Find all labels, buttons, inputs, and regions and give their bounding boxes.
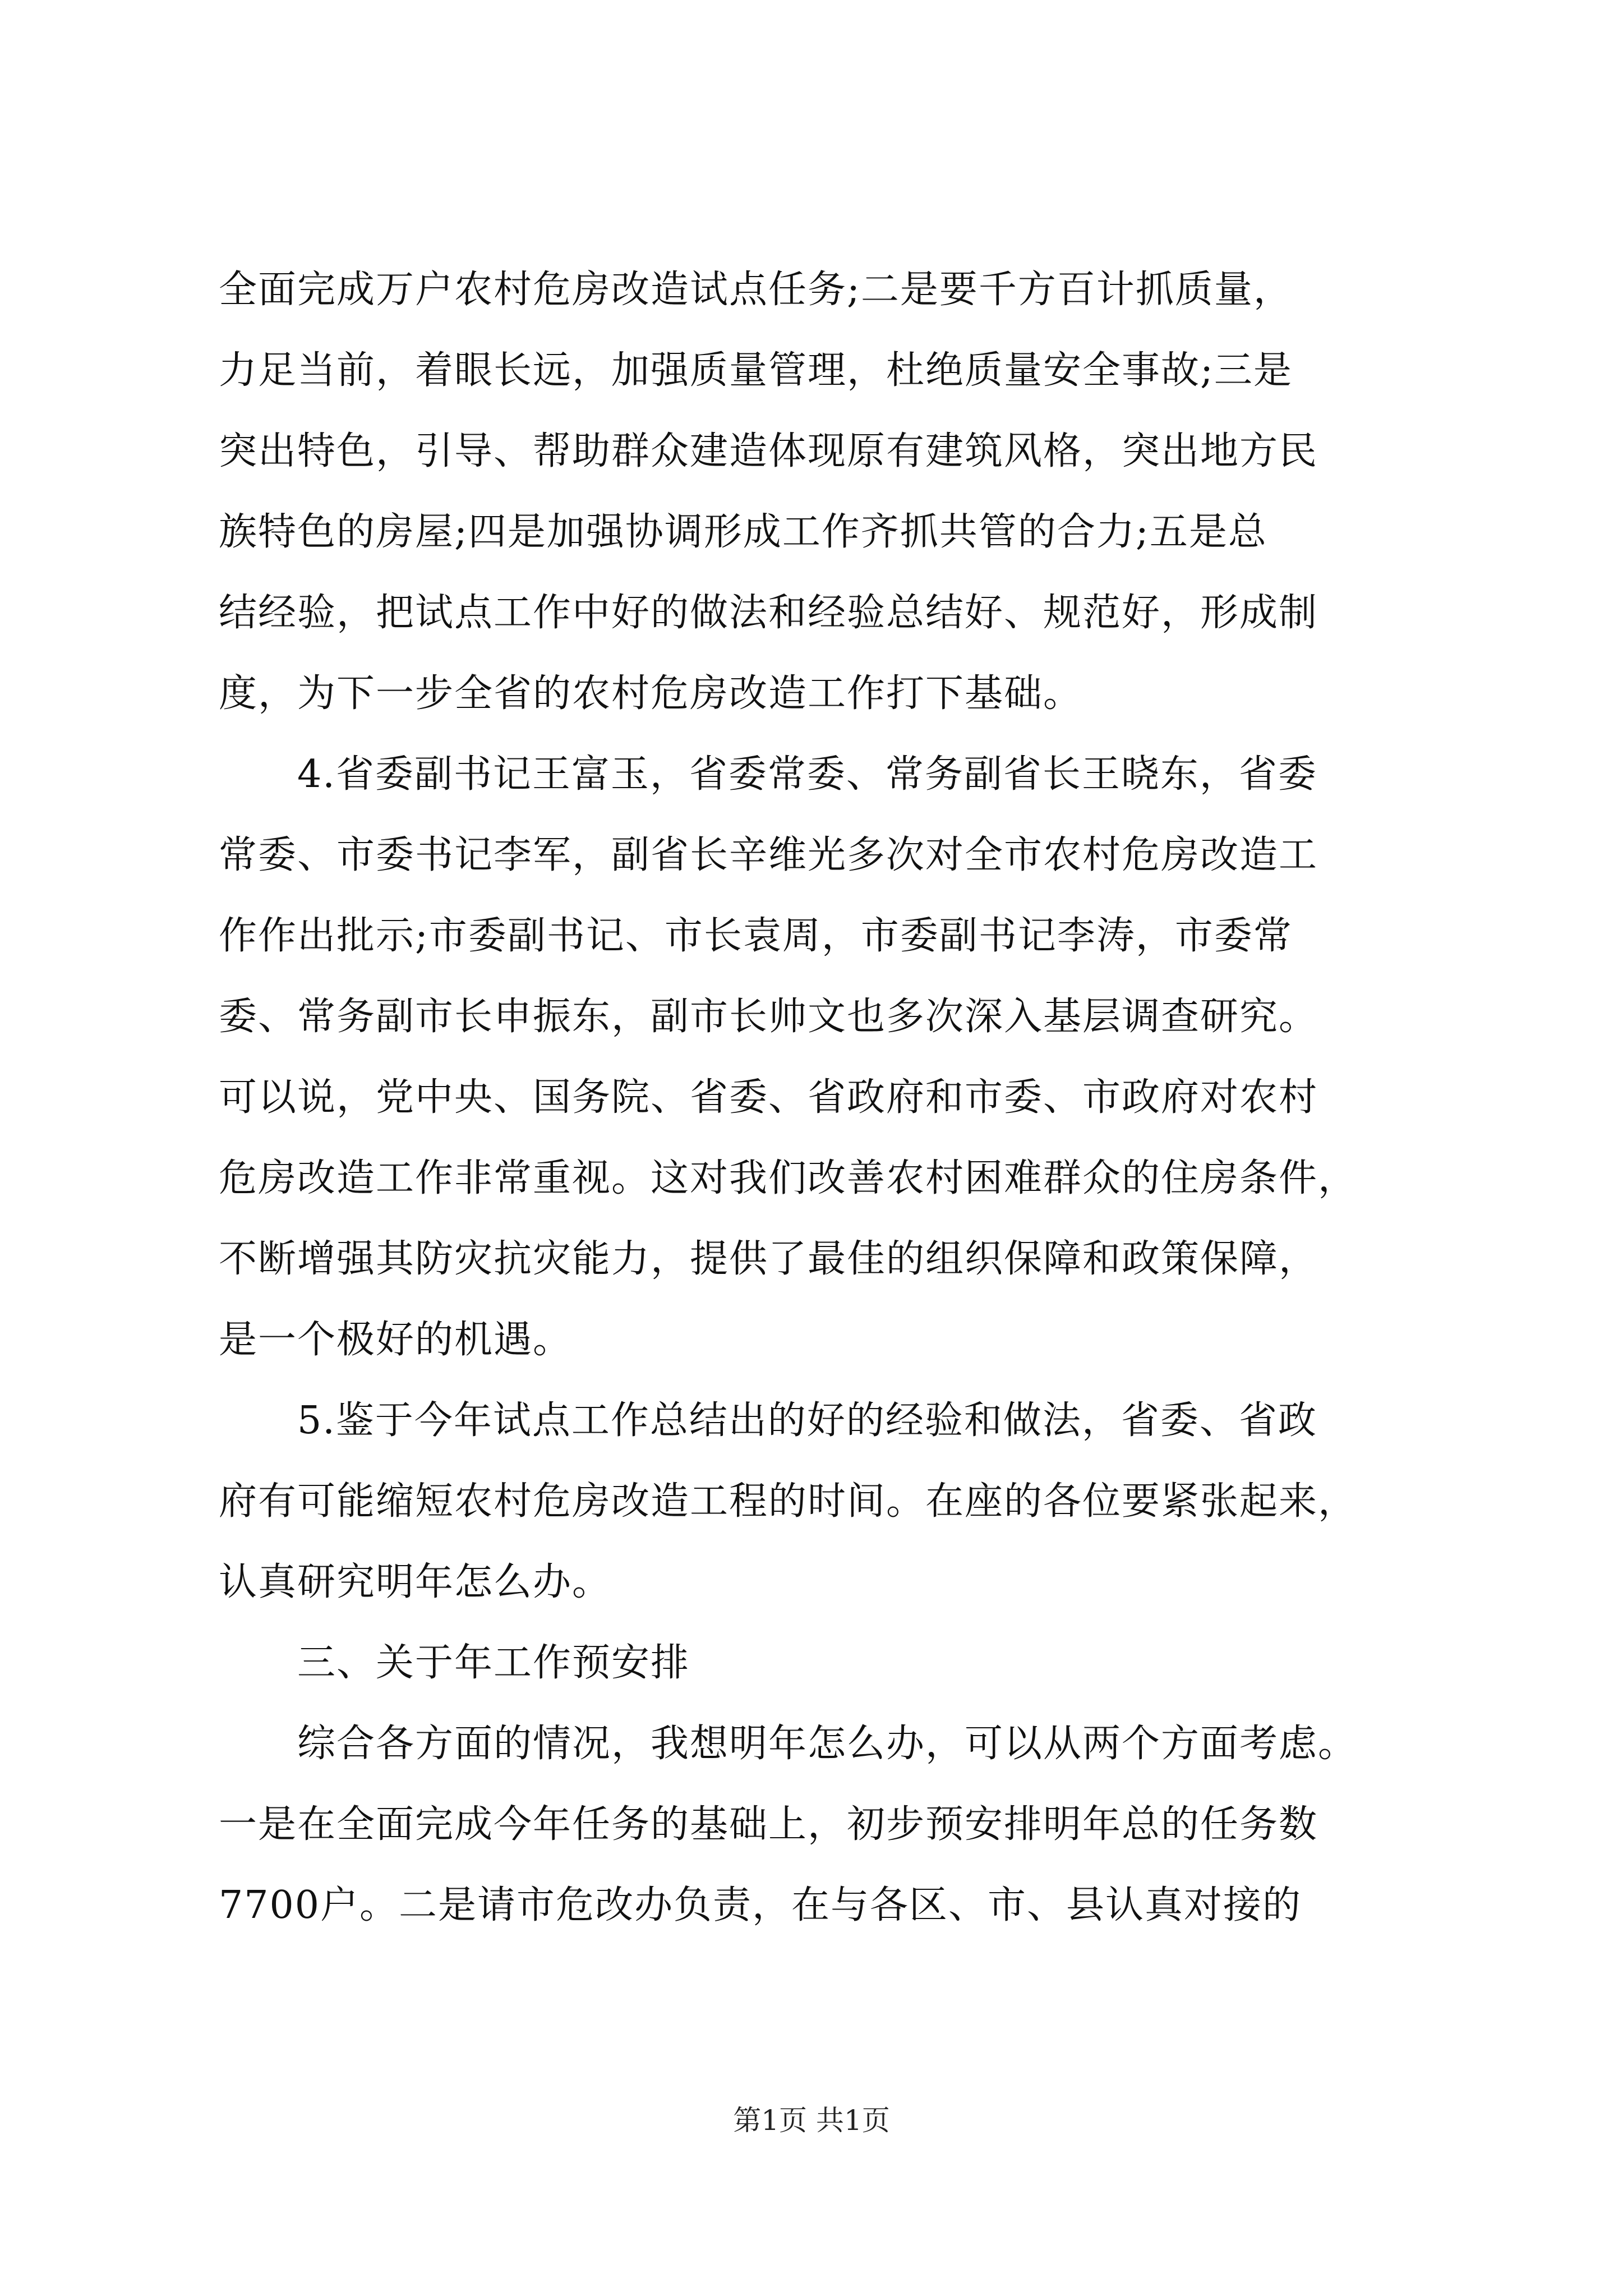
text-line: 常委、市委书记李军，副省长辛维光多次对全市农村危房改造工 (219, 833, 1318, 877)
text-line: 是一个极好的机遇。 (219, 1318, 573, 1362)
text-line: 5.鉴于今年试点工作总结出的好的经验和做法，省委、省政 (219, 1398, 1317, 1443)
section-heading: 三、关于年工作预安排 (219, 1641, 690, 1685)
text-line: 突出特色，引导、帮助群众建造体现原有建筑风格，突出地方民 (219, 429, 1318, 473)
page-number-footer: 第1页 共1页 (733, 2104, 890, 2137)
text-line: 不断增强其防灾抗灾能力，提供了最佳的组织保障和政策保障， (219, 1237, 1318, 1281)
text-line: 族特色的房屋;四是加强协调形成工作齐抓共管的合力;五是总 (219, 510, 1267, 554)
document-body (219, 250, 1427, 1946)
text-line: 全面完成万户农村危房改造试点任务;二是要千方百计抓质量， (219, 268, 1293, 312)
text-line: 危房改造工作非常重视。这对我们改善农村困难群众的住房条件， (219, 1156, 1358, 1200)
text-line: 结经验，把试点工作中好的做法和经验总结好、规范好，形成制 (219, 591, 1318, 635)
text-line: 作作出批示;市委副书记、市长袁周，市委副书记李涛，市委常 (219, 914, 1293, 958)
text-line: 府有可能缩短农村危房改造工程的时间。在座的各位要紧张起来， (219, 1479, 1358, 1524)
text-line: 4.省委副书记王富玉，省委常委、常务副省长王晓东，省委 (219, 752, 1317, 797)
text-line: 委、常务副市长申振东，副市长帅文也多次深入基层调查研究。 (219, 995, 1318, 1039)
text-line: 综合各方面的情况，我想明年怎么办，可以从两个方面考虑。 (219, 1722, 1358, 1766)
text-line: 力足当前，着眼长远，加强质量管理，杜绝质量安全事故;三是 (219, 348, 1293, 393)
text-line: 认真研究明年怎么办。 (219, 1560, 612, 1604)
text-line: 可以说，党中央、国务院、省委、省政府和市委、市政府对农村 (219, 1075, 1318, 1120)
text-line: 度，为下一步全省的农村危房改造工作打下基础。 (219, 671, 1083, 716)
text-line: 一是在全面完成今年任务的基础上，初步预安排明年总的任务数 (219, 1802, 1318, 1847)
text-line: 7700户。二是请市危改办负责，在与各区、市、县认真对接的 (219, 1883, 1302, 1927)
